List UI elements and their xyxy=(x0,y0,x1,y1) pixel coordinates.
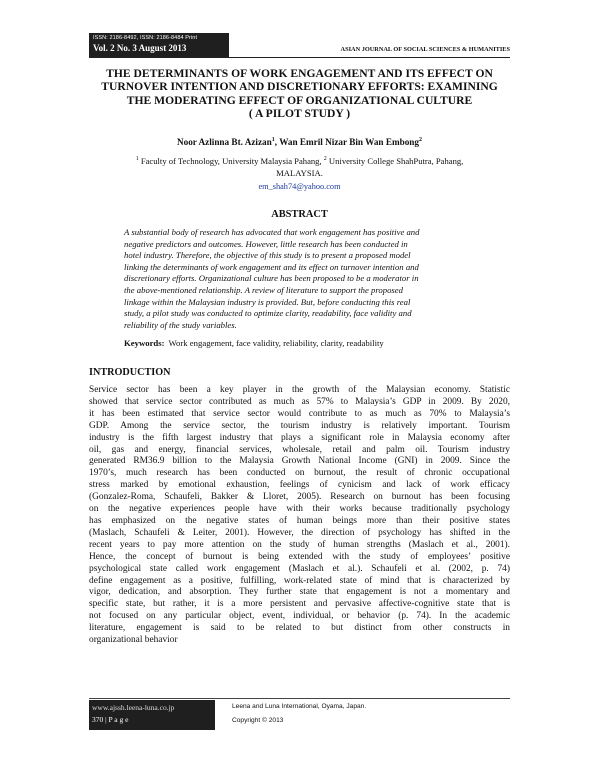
body-line: it has been estimated that service sector would contribute to as much as 70% to Malaysia’s xyxy=(89,408,510,419)
keywords xyxy=(124,338,384,348)
abstract-line: linkage within the Malaysian industry is provided. But, before conducting this real xyxy=(124,296,411,307)
abstract-line: linking the determinants of work engagement and its effect on turnover intention and xyxy=(124,261,419,272)
author-name: Noor Azlinna Bt. Azizan xyxy=(176,137,272,148)
title-line: THE DETERMINANTS OF WORK ENGAGEMENT AND ITS EFFECT ON xyxy=(106,67,493,80)
volume-issue: Vol. 2 No. 3 August 2013 xyxy=(93,43,187,53)
footer-divider xyxy=(89,698,510,699)
body-line: specific state, but rather, it is a more persistent and pervasive affective-cognitive state that is xyxy=(89,599,510,610)
body-line: psychological state called work engagement (Maslach et al.). Schaufeli et al. (2002, p. 74) xyxy=(89,563,510,574)
keywords-text: Work engagement, face validity, reliability, clarity, readability xyxy=(168,338,384,348)
body-line: 1970’s, much research has been conducted on burnout, the result of chronic occupational xyxy=(89,468,510,479)
journal-url[interactable]: www.ajssh.leena-luna.co.jp xyxy=(92,703,175,712)
body-line: on the negative experiences people have with their works because traditionally psychology xyxy=(89,504,510,515)
journal-name: ASIAN JOURNAL OF SOCIAL SCIENCES & HUMANITIES xyxy=(340,46,510,53)
body-line: industry is the fifth largest industry that plays a significant role in Malaysia economy after xyxy=(89,432,510,443)
footer-box xyxy=(89,700,215,730)
publisher: Leena and Luna International, Oyama, Japan. xyxy=(232,703,367,710)
body-line: GDP. Among the service sector, the tourism industry is relatively important. Tourism xyxy=(89,420,510,431)
affiliation-text: Faculty of Technology, University Malaysia Pahang, xyxy=(138,155,324,166)
author-affiliation-mark: 2 xyxy=(419,137,423,143)
paper-title xyxy=(89,67,510,120)
body-line: showed that service sector contributed as much as 57% to Malaysia’s GDP in 2009. By 2020, xyxy=(89,396,510,407)
header-divider xyxy=(89,57,510,58)
abstract-heading: ABSTRACT xyxy=(271,209,328,220)
abstract-line: study, a pilot study was conducted to optimize clarity, readability, face validity and xyxy=(124,308,412,319)
author-name: Wan Emril Nizar Bin Wan Embong xyxy=(279,137,420,148)
body-line: oil, gas and energy, financial services, wholesale, retail and palm oil. Tourism industry xyxy=(89,444,510,455)
body-line: organizational behavior xyxy=(89,635,178,646)
title-line: ( A PILOT STUDY ) xyxy=(248,106,351,120)
author-email: em_shah74@yahoo.com xyxy=(258,182,341,191)
body-line: Service sector has been a key player in the growth of the Malaysian economy. Statistic xyxy=(89,385,510,395)
abstract-line: A substantial body of research has advocated that work engagement has positive and xyxy=(124,227,420,237)
affiliation-mark: 1 xyxy=(135,156,139,162)
body-line: recent years to pay more attention on the study of human strengths (Maslach et al., 2001). xyxy=(89,539,510,550)
abstract-line: discretionary efforts. Organizational culture has been proposed to be a moderator in xyxy=(124,273,419,284)
abstract-line: hotel industry. Therefore, the objective of this study is to present a proposed model xyxy=(124,250,411,261)
affiliation-country: MALAYSIA. xyxy=(276,167,323,178)
body-line: has emphasized on the negative states of human beings more than their positive states xyxy=(89,515,510,526)
introduction-body xyxy=(89,385,510,647)
body-line: literature, engagement is said to be related to but distinct from other constructs in xyxy=(89,623,510,634)
abstract-line: the above-mentioned relationship. A review of literature to support the proposed xyxy=(124,284,404,295)
affiliation-text: University College ShahPutra, Pahang, xyxy=(326,155,464,166)
body-line: stress marked by emotional exhaustion, feelings of cynicism and lack of work efficacy xyxy=(89,480,510,491)
author-list xyxy=(89,137,510,147)
body-line: define engagement as a positive, fulfilling, work-related state of mind that is characterized by xyxy=(89,575,510,586)
abstract-line: reliability of the study variables. xyxy=(124,319,237,330)
keywords-label: Keywords: xyxy=(124,338,165,348)
journal-header-box xyxy=(89,33,229,57)
title-line: TURNOVER INTENTION AND DISCRETIONARY EFFORTS: EXAMINING xyxy=(101,80,498,94)
issn-text: ISSN: 2186-8492, ISSN: 2186-8484 Print xyxy=(93,35,198,41)
body-line: vigor, dedication, and absorption. They further state that engagement is not a momentary and xyxy=(89,587,510,598)
introduction-heading: INTRODUCTION xyxy=(89,367,171,378)
title-line: THE MODERATING EFFECT OF ORGANIZATIONAL CULTURE xyxy=(126,93,473,107)
abstract-body xyxy=(124,227,476,331)
author-separator: , xyxy=(274,137,280,148)
author-affiliation-mark: 1 xyxy=(271,137,275,143)
affiliation-mark: 2 xyxy=(323,156,327,162)
body-line: (Maslach, Schaufeli & Leiter, 2001). However, the direction of psychology has shifted in the xyxy=(89,527,510,538)
body-line: (Gonzalez-Roma, Schaufeli, Bakker & Lloret, 2005). Research on burnout has been focusing xyxy=(89,492,510,503)
body-line: generated RM36.9 billion to the Malaysia Growth National Income (GNI) in 2009. Since the xyxy=(89,456,510,467)
body-line: not focused on any particular object, event, individual, or behavior (p. 74). In the academic xyxy=(89,611,510,622)
body-line: Hence, the concept of burnout is being extended with the study of employees’ positive xyxy=(89,551,510,562)
abstract-line: negative predictors and outcomes. However, little research has been conducted in xyxy=(124,238,408,249)
copyright: Copyright © 2013 xyxy=(232,717,284,724)
affiliations xyxy=(89,153,510,179)
page-number: 370 | P a g e xyxy=(92,715,129,724)
